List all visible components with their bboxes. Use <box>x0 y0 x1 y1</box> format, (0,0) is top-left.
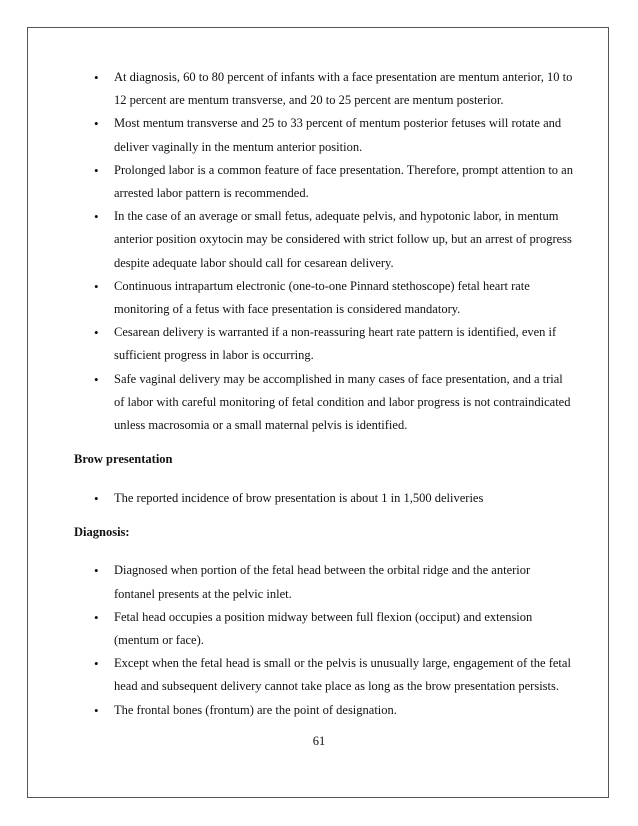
brow-presentation-list <box>74 487 574 510</box>
diagnosis-list <box>74 559 574 721</box>
list-item: • Cesarean delivery is warranted if a non-reassuring heart rate pattern is identified, even if sufficient progress in labor is occurring. <box>74 321 574 367</box>
list-item: • Except when the fetal head is small or the pelvis is unusually large, engagement of the fetal head and subsequent delivery cannot take place as long as the brow presentation persists. <box>74 652 574 698</box>
list-item: • Diagnosed when portion of the fetal head between the orbital ridge and the anterior fontanel presents at the pelvic inlet. <box>74 559 574 605</box>
list-item: • In the case of an average or small fetus, adequate pelvis, and hypotonic labor, in mentum anterior position oxytocin may be considered with strict follow up, but an arrest of progress despite adequate labor should call for cesarean delivery. <box>74 205 574 275</box>
face-presentation-list <box>74 66 574 437</box>
list-item: • Continuous intrapartum electronic (one-to-one Pinnard stethoscope) fetal heart rate monitoring of a fetus with face presentation is considered mandatory. <box>74 275 574 321</box>
list-item: • Safe vaginal delivery may be accomplished in many cases of face presentation, and a trial of labor with careful monitoring of fetal condition and labor progress is not contraindicated unless macrosomia or a small maternal pelvis is identified. <box>74 368 574 438</box>
list-item: • At diagnosis, 60 to 80 percent of infants with a face presentation are mentum anterior, 10 to 12 percent are mentum transverse, and 20 to 25 percent are mentum posterior. <box>74 66 574 112</box>
list-item: • The reported incidence of brow presentation is about 1 in 1,500 deliveries <box>74 487 574 510</box>
diagnosis-heading: Diagnosis: <box>74 525 130 540</box>
brow-presentation-heading: Brow presentation <box>74 452 173 467</box>
document-body <box>74 66 574 722</box>
list-item: • Most mentum transverse and 25 to 33 percent of mentum posterior fetuses will rotate and deliver vaginally in the mentum anterior position. <box>74 112 574 158</box>
list-item: • The frontal bones (frontum) are the point of designation. <box>74 699 574 722</box>
page-number: 61 <box>312 734 326 748</box>
list-item: • Prolonged labor is a common feature of face presentation. Therefore, prompt attention to an arrested labor pattern is recommended. <box>74 159 574 205</box>
list-item: • Fetal head occupies a position midway between full flexion (occiput) and extension (mentum or face). <box>74 606 574 652</box>
